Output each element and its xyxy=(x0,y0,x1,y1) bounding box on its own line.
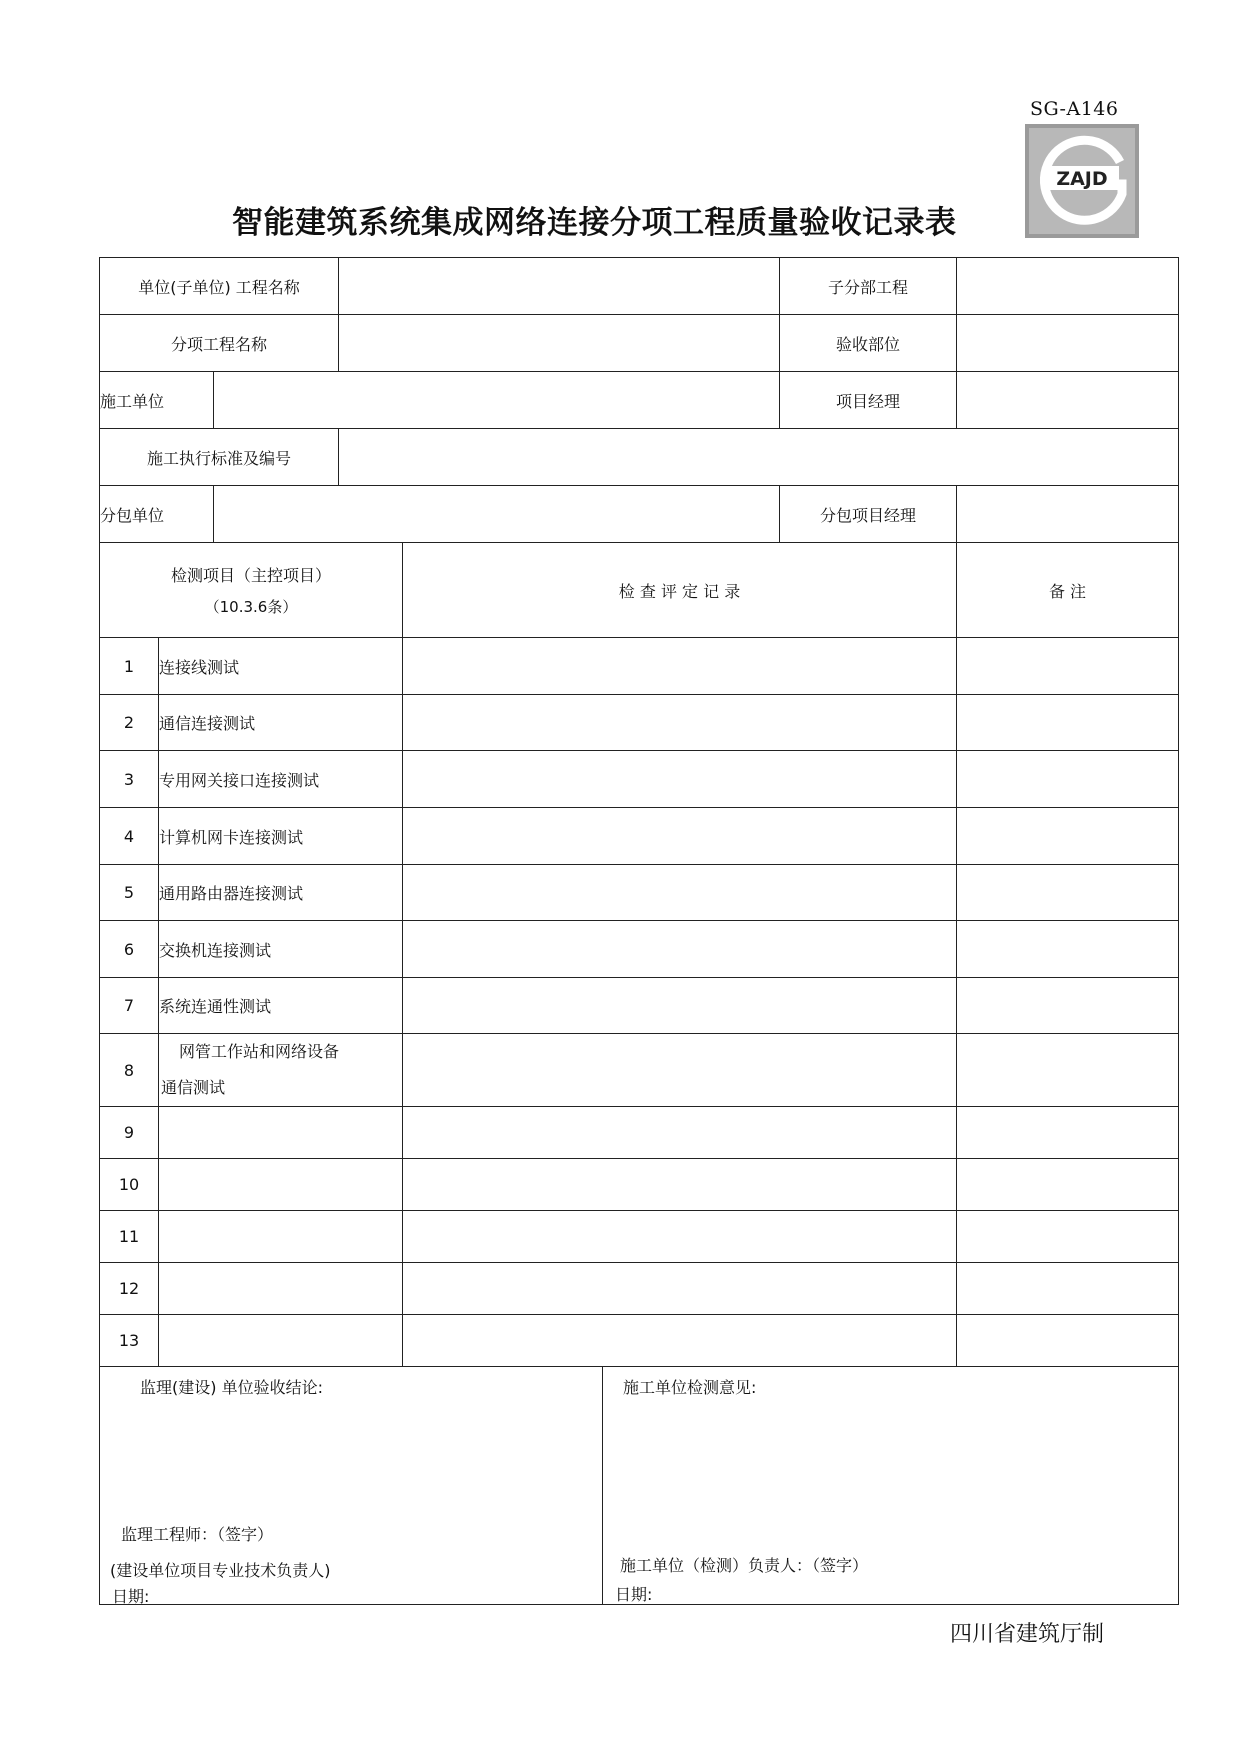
item-number: 10 xyxy=(100,1159,159,1211)
construction-lead-label: 施工单位（检测）负责人：（签字） xyxy=(620,1556,869,1575)
table-row xyxy=(100,1263,1179,1315)
zajd-logo xyxy=(1025,124,1139,238)
item-name[interactable] xyxy=(159,1211,403,1263)
item-name: 交换机连接测试 xyxy=(159,921,403,978)
item-number: 7 xyxy=(100,978,159,1034)
item-name: 通用路由器连接测试 xyxy=(159,865,403,921)
items-header-cell xyxy=(100,543,403,638)
record-cell[interactable] xyxy=(403,808,957,865)
remark-cell[interactable] xyxy=(957,751,1179,808)
sub-division-field[interactable] xyxy=(957,258,1179,315)
remark-cell[interactable] xyxy=(957,1107,1179,1159)
construction-unit-field[interactable] xyxy=(214,372,780,429)
subcontract-manager-label: 分包项目经理 xyxy=(780,486,957,543)
item-name[interactable] xyxy=(159,1315,403,1367)
item-header-clause: （10.3.6条） xyxy=(204,598,298,616)
acceptance-form xyxy=(99,257,1179,1605)
right-date-label: 日期: xyxy=(615,1585,653,1604)
table-row xyxy=(100,1107,1179,1159)
item-number: 8 xyxy=(100,1034,159,1107)
remark-cell[interactable] xyxy=(957,1211,1179,1263)
item-header-label: 检测项目（主控项目） xyxy=(170,566,331,585)
subcontract-manager-field[interactable] xyxy=(957,486,1179,543)
record-cell[interactable] xyxy=(403,1034,957,1107)
supervision-signoff[interactable] xyxy=(100,1367,603,1605)
standard-field[interactable] xyxy=(339,429,1179,486)
supervising-engineer-label: 监理工程师：（签字） xyxy=(121,1525,274,1544)
remark-cell[interactable] xyxy=(957,695,1179,751)
remark-header: 备 注 xyxy=(957,543,1179,638)
construction-opinion-label: 施工单位检测意见: xyxy=(623,1378,757,1397)
record-cell[interactable] xyxy=(403,865,957,921)
item-name: 系统连通性测试 xyxy=(159,978,403,1034)
remark-cell[interactable] xyxy=(957,865,1179,921)
record-cell[interactable] xyxy=(403,978,957,1034)
unit-project-field[interactable] xyxy=(339,258,780,315)
remark-cell[interactable] xyxy=(957,638,1179,695)
table-row xyxy=(100,978,1179,1034)
table-row xyxy=(100,865,1179,921)
left-date-label: 日期: xyxy=(112,1587,150,1606)
item-name: 计算机网卡连接测试 xyxy=(159,808,403,865)
record-cell[interactable] xyxy=(403,1211,957,1263)
table-row xyxy=(100,921,1179,978)
supervision-conclusion-label: 监理(建设) 单位验收结论: xyxy=(140,1378,323,1397)
record-cell[interactable] xyxy=(403,751,957,808)
table-row xyxy=(100,695,1179,751)
construction-unit-label: 施工单位 xyxy=(100,372,214,429)
issuer-footer: 四川省建筑厅制 xyxy=(950,1622,1105,1647)
table-row xyxy=(100,808,1179,865)
record-cell[interactable] xyxy=(403,638,957,695)
form-code: SG-A146 xyxy=(1030,98,1119,120)
item-number: 6 xyxy=(100,921,159,978)
sub-item-field[interactable] xyxy=(339,315,780,372)
record-header: 检 查 评 定 记 录 xyxy=(403,543,957,638)
unit-project-label: 单位(子单位) 工程名称 xyxy=(100,258,339,315)
item-name-line2: 通信测试 xyxy=(161,1078,226,1097)
record-cell[interactable] xyxy=(403,1315,957,1367)
item-number: 9 xyxy=(100,1107,159,1159)
item-number: 3 xyxy=(100,751,159,808)
sub-item-label: 分项工程名称 xyxy=(100,315,339,372)
table-row xyxy=(100,1211,1179,1263)
sub-division-label: 子分部工程 xyxy=(780,258,957,315)
item-name[interactable] xyxy=(159,1107,403,1159)
record-cell[interactable] xyxy=(403,921,957,978)
item-name-line1: 网管工作站和网络设备 xyxy=(179,1042,340,1061)
project-manager-label: 项目经理 xyxy=(780,372,957,429)
owner-tech-lead-label: (建设单位项目专业技术负责人) xyxy=(110,1561,331,1580)
standard-label: 施工执行标准及编号 xyxy=(100,429,339,486)
project-manager-field[interactable] xyxy=(957,372,1179,429)
item-name: 连接线测试 xyxy=(159,638,403,695)
item-number: 5 xyxy=(100,865,159,921)
acceptance-part-label: 验收部位 xyxy=(780,315,957,372)
subcontract-unit-label: 分包单位 xyxy=(100,486,214,543)
page-title: 智能建筑系统集成网络连接分项工程质量验收记录表 xyxy=(232,205,957,241)
remark-cell[interactable] xyxy=(957,1159,1179,1211)
record-cell[interactable] xyxy=(403,1107,957,1159)
item-number: 13 xyxy=(100,1315,159,1367)
item-name: 通信连接测试 xyxy=(159,695,403,751)
construction-signoff[interactable] xyxy=(603,1367,1179,1605)
item-number: 4 xyxy=(100,808,159,865)
subcontract-unit-field[interactable] xyxy=(214,486,780,543)
record-cell[interactable] xyxy=(403,695,957,751)
remark-cell[interactable] xyxy=(957,808,1179,865)
remark-cell[interactable] xyxy=(957,921,1179,978)
item-name[interactable] xyxy=(159,1159,403,1211)
remark-cell[interactable] xyxy=(957,1315,1179,1367)
item-number: 12 xyxy=(100,1263,159,1315)
table-row xyxy=(100,1034,1179,1107)
acceptance-part-field[interactable] xyxy=(957,315,1179,372)
table-row xyxy=(100,1315,1179,1367)
table-row xyxy=(100,751,1179,808)
table-row xyxy=(100,1159,1179,1211)
record-cell[interactable] xyxy=(403,1159,957,1211)
remark-cell[interactable] xyxy=(957,978,1179,1034)
item-name[interactable] xyxy=(159,1263,403,1315)
item-name: 专用网关接口连接测试 xyxy=(159,751,403,808)
record-cell[interactable] xyxy=(403,1263,957,1315)
item-number: 2 xyxy=(100,695,159,751)
remark-cell[interactable] xyxy=(957,1263,1179,1315)
logo-text: ZAJD xyxy=(1056,168,1108,190)
item-number: 1 xyxy=(100,638,159,695)
item-name xyxy=(159,1034,403,1107)
table-row xyxy=(100,638,1179,695)
item-number: 11 xyxy=(100,1211,159,1263)
remark-cell[interactable] xyxy=(957,1034,1179,1107)
